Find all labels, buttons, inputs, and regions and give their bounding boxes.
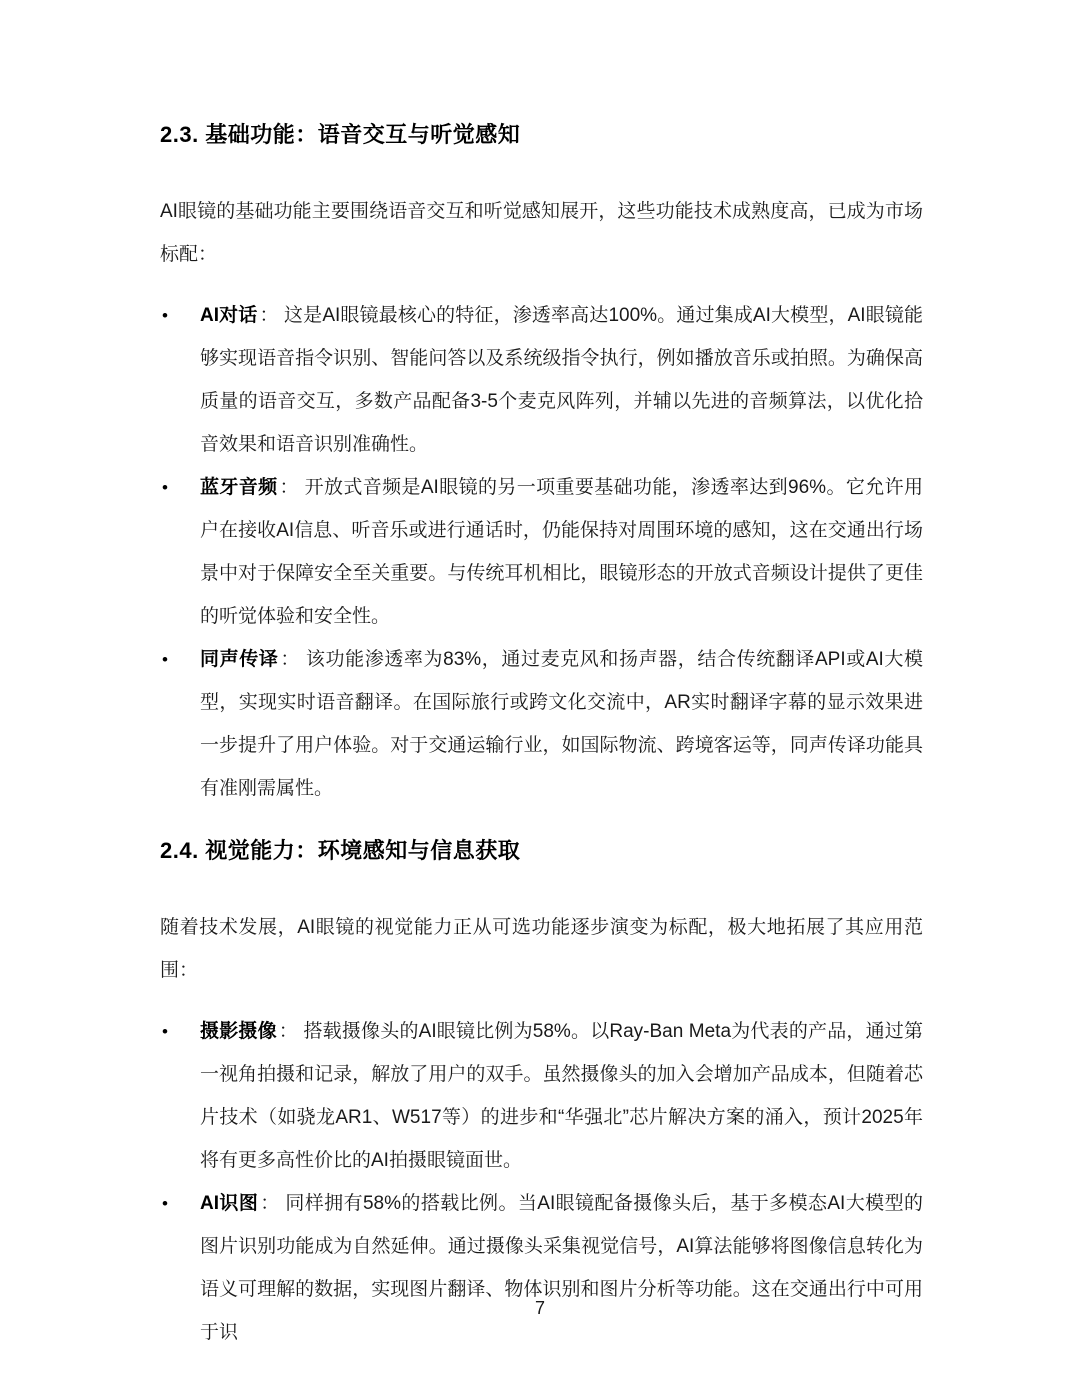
bullet-term: 同声传译 [200, 649, 279, 670]
bullet-term: 摄影摄像 [200, 1021, 277, 1042]
feature-bullet-list [160, 294, 923, 810]
section-heading: 2.3. 基础功能：语音交互与听觉感知 [160, 122, 521, 147]
bullet-icon: • [162, 478, 168, 497]
document-page-content [160, 120, 923, 1354]
bullet-text: ： 同样拥有58%的搭载比例。当AI眼镜配备摄像头后，基于多模态AI大模型的图片识别功能成为自然延伸。通过摄像头采集视觉信号，AI算法能够将图像信息转化为语义可理解的数据，实现图片翻译、物体识别和图片分析等功能。这在交通出行中可用于识 [200, 1193, 923, 1343]
bullet-item [160, 466, 923, 638]
intro-paragraph: AI眼镜的基础功能主要围绕语音交互和听觉感知展开，这些功能技术成熟度高，已成为市场标配： [160, 201, 923, 265]
intro-paragraph: 随着技术发展，AI眼镜的视觉能力正从可选功能逐步演变为标配，极大地拓展了其应用范围： [160, 917, 923, 981]
bullet-icon: • [162, 1194, 168, 1213]
section-2-4 [160, 836, 923, 1354]
bullet-term: AI识图 [200, 1193, 259, 1214]
bullet-icon: • [162, 306, 168, 325]
bullet-item [160, 294, 923, 466]
bullet-icon: • [162, 1022, 168, 1041]
bullet-term: AI对话 [200, 305, 258, 326]
bullet-term: 蓝牙音频 [200, 477, 278, 498]
section-heading: 2.4. 视觉能力：环境感知与信息获取 [160, 838, 521, 863]
bullet-item [160, 638, 923, 810]
bullet-text: ： 开放式音频是AI眼镜的另一项重要基础功能，渗透率达到96%。它允许用户在接收AI信息、听音乐或进行通话时，仍能保持对周围环境的感知，这在交通出行场景中对于保障安全至关重要。与传统耳机相比，眼镜形态的开放式音频设计提供了更佳的听觉体验和安全性。 [200, 477, 923, 627]
bullet-item [160, 1182, 923, 1354]
page-number: 7 [534, 1298, 545, 1318]
bullet-text: ： 搭载摄像头的AI眼镜比例为58%。以Ray-Ban Meta为代表的产品，通过第一视角拍摄和记录，解放了用户的双手。虽然摄像头的加入会增加产品成本，但随着芯片技术（如骁龙AR1、W517等）的进步和“华强北”芯片解决方案的涌入，预计2025年将有更多高性价比的AI拍摄眼镜面世。 [200, 1021, 923, 1171]
bullet-text: ： 该功能渗透率为83%，通过麦克风和扬声器，结合传统翻译API或AI大模型，实现实时语音翻译。在国际旅行或跨文化交流中，AR实时翻译字幕的显示效果进一步提升了用户体验。对于交通运输行业，如国际物流、跨境客运等，同声传译功能具有准刚需属性。 [200, 649, 923, 799]
bullet-item [160, 1010, 923, 1182]
section-2-3 [160, 120, 923, 810]
bullet-text: ： 这是AI眼镜最核心的特征，渗透率高达100%。通过集成AI大模型，AI眼镜能够实现语音指令识别、智能问答以及系统级指令执行，例如播放音乐或拍照。为确保高质量的语音交互，多数产品配备3-5个麦克风阵列，并辅以先进的音频算法，以优化拾音效果和语音识别准确性。 [200, 305, 923, 455]
bullet-icon: • [162, 650, 168, 669]
